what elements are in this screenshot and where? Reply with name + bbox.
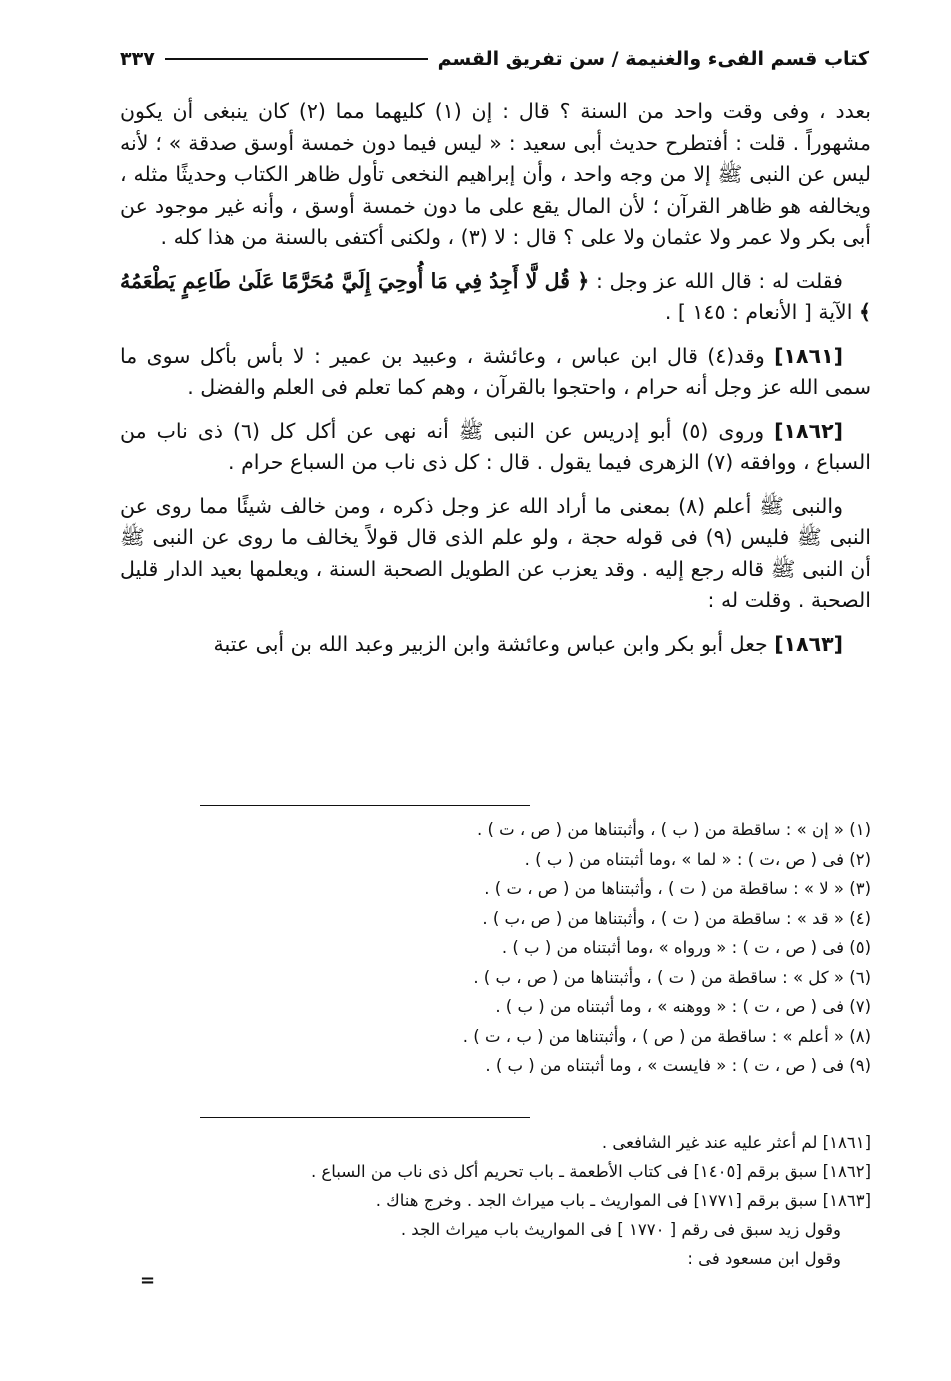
main-text <box>120 96 871 672</box>
references <box>160 1128 871 1273</box>
paragraph-1863-text: جعل أبو بكر وابن عباس وعائشة وابن الزبير وعبد الله بن أبى عتبة <box>213 631 768 656</box>
footnotes <box>160 815 871 1081</box>
continuation-mark: = <box>140 1270 156 1291</box>
paragraph-5: والنبى ﷺ أعلم (٨) بمعنى ما أراد الله عز وجل ذكره ، ومن خالف شيئًا مما روى عن النبى ﷺ فليس (٩) فى قوله حجة ، ولو علم الذى قال قولاً يخالف ما روى عن النبى ﷺ أن النبى ﷺ قاله رجع إليه . وقد يعزب عن الطويل الصحبة السنة ، ويعلمها بعيد الدار قليل الصحبة . وقلت له : <box>120 493 871 612</box>
footnote: (٣) « لا » : ساقطة من ( ت ) ، وأثبتناها من ( ص ، ت ) . <box>484 879 871 898</box>
footnote: (٥) فى ( ص ، ت ) : « ورواه » ،وما أثبتناه من ( ب ) . <box>501 938 871 957</box>
footnote: (٧) فى ( ص ، ت ) : « ووهنه » ، وما أثبتناه من ( ب ) . <box>495 997 871 1016</box>
reference: [١٨٦٣] سبق برقم [١٧٧١] فى المواريث ـ باب ميراث الجد . وخرج هناك . <box>375 1191 871 1210</box>
footnote: (٩) فى ( ص ، ت ) : « فايست » ، وما أثبتناه من ( ب ) . <box>485 1056 871 1075</box>
quran-verse: ﴿ قُل لَّا أَجِدُ فِي مَا أُوحِيَ إِلَيَّ مُحَرَّمًا عَلَىٰ طَاعِمٍ يَطْعَمُهُ ﴾ <box>120 268 871 324</box>
reference: وقول ابن مسعود فى : <box>687 1249 841 1268</box>
reference: وقول زيد سبق فى رقم [ ١٧٧٠ ] فى المواريث باب ميراث الجد . <box>400 1220 841 1239</box>
entry-number: [١٨٦٣] <box>774 631 843 656</box>
reference: [١٨٦٢] سبق برقم [١٤٠٥] فى كتاب الأطعمة ـ باب تحريم أكل ذى ناب من السباع . <box>310 1162 871 1181</box>
paragraph-1861-text: وقد(٤) قال ابن عباس ، وعائشة ، وعبيد بن عمير : لا بأس بأكل سوى ما سمى الله عز وجل أنه حرام ، واحتجوا بالقرآن ، وهم كما تعلم فى العلم والفضل . <box>120 343 871 399</box>
paragraph-1862-text: وروى (٥) أبو إدريس عن النبى ﷺ أنه نهى عن أكل كل (٦) ذى ناب من السباع ، ووافقه (٧) الزهرى فيما يقول . قال : كل ذى ناب من السباع حرام . <box>120 418 871 474</box>
paragraph-1: بعدد ، وفى وقت واحد من السنة ؟ قال : إن (١) كليهما مما (٢) كان ينبغى أن يكون مشهوراً . قلت : أفتطرح حديث أبى سعيد : « ليس فيما دون خمسة أوسق صدقة » ؛ لأنه ليس عن النبى ﷺ إلا من وجه واحد ، وأن إبراهيم النخعى تأول ظاهر الكتاب وحديثًا مثله ، ويخالفه هو ظاهر القرآن ؛ لأن المال يقع على ما دون خمسة أوسق ، وأنه غير موجود عن أبى بكر ولا عمر ولا عثمان ولا على ؟ قال : لا (٣) ، ولكنى أكتفى بالسنة من هذا كله . <box>120 99 871 249</box>
page-number: ٣٣٧ <box>120 48 155 70</box>
entry-number: [١٨٦١] <box>774 343 843 368</box>
verse-reference: الآية [ الأنعام : ١٤٥ ] . <box>664 300 853 324</box>
reference: [١٨٦١] لم أعثر عليه عند غير الشافعى . <box>601 1133 871 1152</box>
header-rule <box>165 58 428 60</box>
paragraph-1862 <box>120 416 871 479</box>
paragraph-2 <box>120 266 871 329</box>
header-title: كتاب قسم الفىء والغنيمة / سن تفريق القسم <box>437 48 869 70</box>
paragraph-1863 <box>120 629 871 661</box>
footnote: (٨) « أعلم » : ساقطة من ( ص ) ، وأثبتناها من ( ب ، ت ) . <box>462 1026 871 1046</box>
footnote-divider <box>200 805 530 806</box>
paragraph-2-intro: فقلت له : قال الله عز وجل : <box>595 268 843 293</box>
footnote: (٦) « كل » : ساقطة من ( ت ) ، وأثبتناها من ( ص ، ب ) . <box>473 967 871 987</box>
references-divider <box>200 1117 530 1118</box>
footnote: (٤) « قد » : ساقطة من ( ت ) ، وأثبتناها من ( ص ،ب ) . <box>482 908 871 928</box>
running-header <box>120 48 869 70</box>
footnote: (٢) فى ( ص ،ت ) : « لما » ،وما أثبتناه من ( ب ) . <box>524 849 871 869</box>
entry-number: [١٨٦٢] <box>774 418 843 443</box>
footnote: (١) « إن » : ساقطة من ( ب ) ، وأثبتناها من ( ص ، ت ) . <box>476 820 871 839</box>
paragraph-1861 <box>120 341 871 404</box>
